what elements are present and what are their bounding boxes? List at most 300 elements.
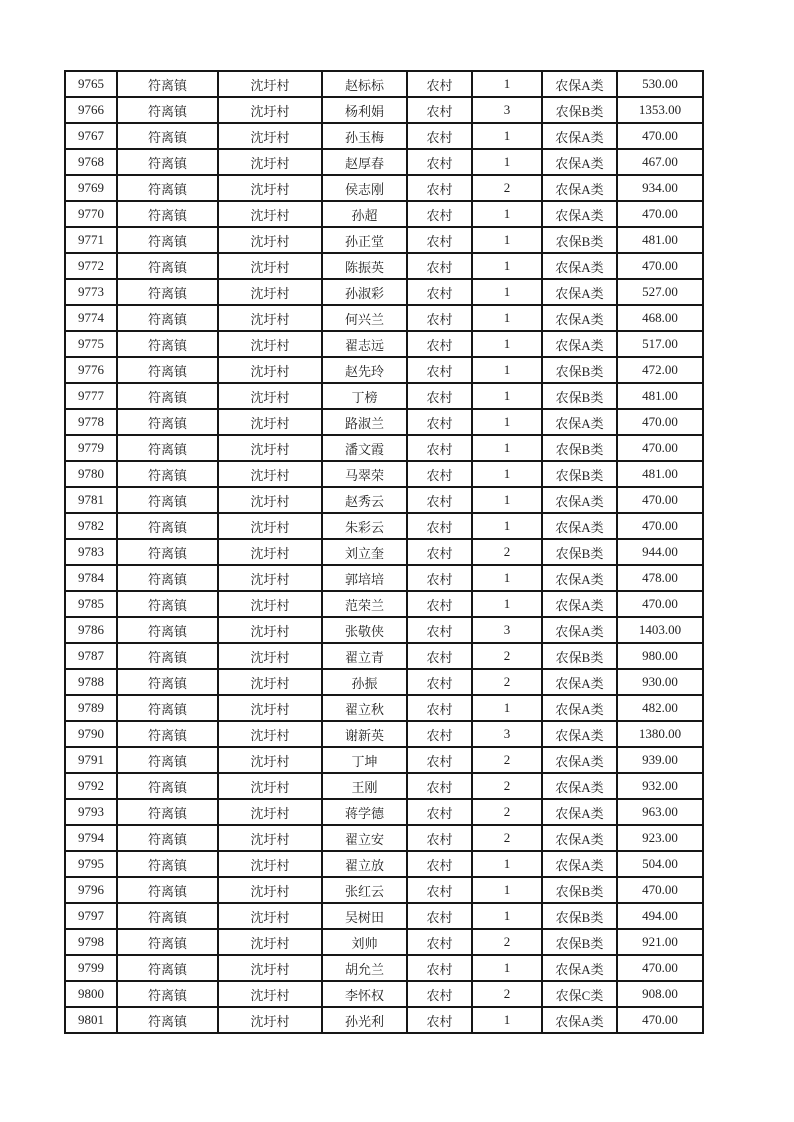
cell-village: 沈圩村 [218,981,322,1007]
cell-amount: 930.00 [617,669,703,695]
cell-amount: 527.00 [617,279,703,305]
cell-village: 沈圩村 [218,487,322,513]
cell-amount: 963.00 [617,799,703,825]
cell-town: 符离镇 [117,591,218,617]
cell-persons: 3 [472,721,542,747]
cell-amount: 481.00 [617,461,703,487]
cell-persons: 1 [472,877,542,903]
cell-village: 沈圩村 [218,97,322,123]
cell-town: 符离镇 [117,669,218,695]
cell-category: 农村 [407,305,472,331]
cell-category: 农村 [407,851,472,877]
cell-town: 符离镇 [117,981,218,1007]
cell-name: 潘文霞 [322,435,407,461]
cell-village: 沈圩村 [218,955,322,981]
cell-town: 符离镇 [117,643,218,669]
cell-village: 沈圩村 [218,279,322,305]
cell-town: 符离镇 [117,877,218,903]
table-row [65,695,703,721]
cell-serial: 9772 [65,253,117,279]
cell-persons: 1 [472,461,542,487]
cell-category: 农村 [407,513,472,539]
cell-amount: 472.00 [617,357,703,383]
cell-insurance-type: 农保A类 [542,617,617,643]
cell-town: 符离镇 [117,955,218,981]
cell-village: 沈圩村 [218,227,322,253]
cell-persons: 1 [472,71,542,97]
cell-insurance-type: 农保A类 [542,565,617,591]
table-row [65,409,703,435]
cell-amount: 470.00 [617,955,703,981]
cell-village: 沈圩村 [218,383,322,409]
cell-serial: 9795 [65,851,117,877]
cell-village: 沈圩村 [218,1007,322,1033]
table-row [65,929,703,955]
cell-insurance-type: 农保A类 [542,591,617,617]
cell-town: 符离镇 [117,487,218,513]
table-row [65,773,703,799]
cell-insurance-type: 农保A类 [542,825,617,851]
cell-amount: 934.00 [617,175,703,201]
cell-village: 沈圩村 [218,461,322,487]
cell-name: 王刚 [322,773,407,799]
cell-village: 沈圩村 [218,435,322,461]
table-row [65,357,703,383]
table-row [65,669,703,695]
cell-persons: 3 [472,97,542,123]
cell-name: 郭培培 [322,565,407,591]
cell-town: 符离镇 [117,409,218,435]
cell-serial: 9783 [65,539,117,565]
cell-name: 陈振英 [322,253,407,279]
cell-persons: 1 [472,591,542,617]
cell-persons: 2 [472,643,542,669]
cell-town: 符离镇 [117,461,218,487]
cell-persons: 2 [472,825,542,851]
cell-amount: 470.00 [617,513,703,539]
cell-name: 赵秀云 [322,487,407,513]
cell-town: 符离镇 [117,227,218,253]
cell-persons: 1 [472,695,542,721]
table-row [65,799,703,825]
cell-serial: 9788 [65,669,117,695]
cell-amount: 470.00 [617,253,703,279]
cell-town: 符离镇 [117,305,218,331]
cell-town: 符离镇 [117,279,218,305]
cell-category: 农村 [407,981,472,1007]
cell-category: 农村 [407,747,472,773]
cell-insurance-type: 农保B类 [542,435,617,461]
cell-town: 符离镇 [117,1007,218,1033]
cell-amount: 494.00 [617,903,703,929]
cell-persons: 2 [472,539,542,565]
cell-category: 农村 [407,71,472,97]
table-row [65,539,703,565]
cell-name: 孙光利 [322,1007,407,1033]
cell-category: 农村 [407,253,472,279]
cell-insurance-type: 农保B类 [542,383,617,409]
cell-village: 沈圩村 [218,331,322,357]
cell-name: 刘帅 [322,929,407,955]
table-row [65,227,703,253]
cell-serial: 9797 [65,903,117,929]
cell-serial: 9773 [65,279,117,305]
cell-insurance-type: 农保B类 [542,903,617,929]
cell-name: 孙超 [322,201,407,227]
cell-serial: 9765 [65,71,117,97]
cell-amount: 482.00 [617,695,703,721]
table-row [65,825,703,851]
cell-name: 马翠荣 [322,461,407,487]
cell-amount: 470.00 [617,123,703,149]
cell-town: 符离镇 [117,201,218,227]
cell-persons: 1 [472,253,542,279]
cell-town: 符离镇 [117,851,218,877]
cell-name: 范荣兰 [322,591,407,617]
cell-insurance-type: 农保A类 [542,851,617,877]
cell-serial: 9775 [65,331,117,357]
cell-insurance-type: 农保A类 [542,1007,617,1033]
cell-category: 农村 [407,461,472,487]
cell-category: 农村 [407,175,472,201]
cell-town: 符离镇 [117,617,218,643]
cell-amount: 1403.00 [617,617,703,643]
table-row [65,383,703,409]
cell-amount: 467.00 [617,149,703,175]
cell-insurance-type: 农保A类 [542,721,617,747]
cell-category: 农村 [407,643,472,669]
cell-serial: 9785 [65,591,117,617]
cell-name: 翟立秋 [322,695,407,721]
cell-persons: 1 [472,331,542,357]
cell-serial: 9778 [65,409,117,435]
cell-name: 赵厚春 [322,149,407,175]
cell-village: 沈圩村 [218,513,322,539]
cell-persons: 2 [472,669,542,695]
cell-category: 农村 [407,955,472,981]
cell-village: 沈圩村 [218,71,322,97]
cell-serial: 9794 [65,825,117,851]
cell-amount: 908.00 [617,981,703,1007]
cell-village: 沈圩村 [218,305,322,331]
cell-serial: 9784 [65,565,117,591]
cell-village: 沈圩村 [218,747,322,773]
cell-amount: 481.00 [617,383,703,409]
cell-persons: 1 [472,279,542,305]
cell-persons: 1 [472,1007,542,1033]
cell-serial: 9789 [65,695,117,721]
cell-amount: 921.00 [617,929,703,955]
cell-amount: 939.00 [617,747,703,773]
cell-persons: 1 [472,435,542,461]
cell-amount: 470.00 [617,435,703,461]
cell-serial: 9796 [65,877,117,903]
cell-persons: 1 [472,513,542,539]
cell-persons: 1 [472,955,542,981]
cell-category: 农村 [407,903,472,929]
cell-name: 谢新英 [322,721,407,747]
cell-insurance-type: 农保A类 [542,669,617,695]
cell-insurance-type: 农保B类 [542,357,617,383]
cell-village: 沈圩村 [218,357,322,383]
table-row [65,123,703,149]
cell-amount: 923.00 [617,825,703,851]
cell-village: 沈圩村 [218,903,322,929]
cell-persons: 2 [472,929,542,955]
cell-name: 孙淑彩 [322,279,407,305]
cell-category: 农村 [407,799,472,825]
roster-table-body [65,71,703,1033]
cell-insurance-type: 农保A类 [542,513,617,539]
cell-town: 符离镇 [117,747,218,773]
cell-amount: 470.00 [617,591,703,617]
cell-name: 丁坤 [322,747,407,773]
cell-amount: 470.00 [617,201,703,227]
cell-category: 农村 [407,487,472,513]
cell-town: 符离镇 [117,383,218,409]
cell-insurance-type: 农保A类 [542,279,617,305]
cell-serial: 9769 [65,175,117,201]
cell-town: 符离镇 [117,929,218,955]
cell-category: 农村 [407,773,472,799]
table-row [65,851,703,877]
cell-persons: 2 [472,773,542,799]
cell-insurance-type: 农保A类 [542,747,617,773]
cell-village: 沈圩村 [218,877,322,903]
table-row [65,279,703,305]
roster-table [64,70,704,1034]
cell-amount: 468.00 [617,305,703,331]
cell-persons: 1 [472,903,542,929]
cell-serial: 9800 [65,981,117,1007]
cell-serial: 9801 [65,1007,117,1033]
cell-village: 沈圩村 [218,669,322,695]
cell-serial: 9799 [65,955,117,981]
cell-name: 蒋学德 [322,799,407,825]
cell-persons: 1 [472,201,542,227]
cell-name: 刘立奎 [322,539,407,565]
cell-village: 沈圩村 [218,929,322,955]
cell-category: 农村 [407,331,472,357]
cell-name: 丁榜 [322,383,407,409]
cell-persons: 2 [472,799,542,825]
cell-insurance-type: 农保A类 [542,201,617,227]
cell-village: 沈圩村 [218,695,322,721]
cell-amount: 470.00 [617,877,703,903]
table-row [65,617,703,643]
cell-serial: 9793 [65,799,117,825]
cell-insurance-type: 农保A类 [542,695,617,721]
cell-insurance-type: 农保A类 [542,253,617,279]
cell-persons: 1 [472,409,542,435]
cell-amount: 1353.00 [617,97,703,123]
cell-village: 沈圩村 [218,201,322,227]
cell-amount: 980.00 [617,643,703,669]
cell-name: 张敬侠 [322,617,407,643]
cell-serial: 9777 [65,383,117,409]
cell-persons: 1 [472,227,542,253]
cell-town: 符离镇 [117,825,218,851]
table-row [65,1007,703,1033]
table-row [65,643,703,669]
cell-name: 吴树田 [322,903,407,929]
cell-category: 农村 [407,877,472,903]
cell-town: 符离镇 [117,331,218,357]
cell-insurance-type: 农保A类 [542,773,617,799]
cell-category: 农村 [407,695,472,721]
cell-amount: 481.00 [617,227,703,253]
cell-category: 农村 [407,617,472,643]
cell-town: 符离镇 [117,175,218,201]
cell-insurance-type: 农保B类 [542,539,617,565]
cell-category: 农村 [407,435,472,461]
cell-village: 沈圩村 [218,721,322,747]
cell-amount: 470.00 [617,1007,703,1033]
cell-village: 沈圩村 [218,175,322,201]
table-row [65,149,703,175]
cell-amount: 932.00 [617,773,703,799]
cell-name: 胡允兰 [322,955,407,981]
cell-category: 农村 [407,669,472,695]
table-row [65,253,703,279]
table-row [65,747,703,773]
cell-insurance-type: 农保B类 [542,643,617,669]
cell-category: 农村 [407,201,472,227]
cell-serial: 9780 [65,461,117,487]
cell-serial: 9774 [65,305,117,331]
cell-category: 农村 [407,565,472,591]
cell-serial: 9768 [65,149,117,175]
cell-town: 符离镇 [117,695,218,721]
cell-category: 农村 [407,149,472,175]
cell-category: 农村 [407,409,472,435]
cell-insurance-type: 农保B类 [542,97,617,123]
cell-village: 沈圩村 [218,825,322,851]
cell-village: 沈圩村 [218,253,322,279]
cell-insurance-type: 农保A类 [542,487,617,513]
cell-insurance-type: 农保A类 [542,175,617,201]
cell-serial: 9779 [65,435,117,461]
cell-persons: 3 [472,617,542,643]
cell-category: 农村 [407,357,472,383]
cell-village: 沈圩村 [218,409,322,435]
cell-town: 符离镇 [117,721,218,747]
table-row [65,591,703,617]
cell-insurance-type: 农保C类 [542,981,617,1007]
cell-name: 朱彩云 [322,513,407,539]
cell-category: 农村 [407,1007,472,1033]
table-row [65,175,703,201]
cell-village: 沈圩村 [218,851,322,877]
table-row [65,435,703,461]
cell-persons: 1 [472,383,542,409]
cell-serial: 9787 [65,643,117,669]
cell-town: 符离镇 [117,799,218,825]
cell-category: 农村 [407,591,472,617]
cell-persons: 1 [472,851,542,877]
cell-town: 符离镇 [117,565,218,591]
cell-village: 沈圩村 [218,617,322,643]
cell-town: 符离镇 [117,357,218,383]
cell-name: 孙玉梅 [322,123,407,149]
cell-name: 翟立青 [322,643,407,669]
cell-name: 赵先玲 [322,357,407,383]
cell-category: 农村 [407,97,472,123]
table-row [65,721,703,747]
cell-amount: 517.00 [617,331,703,357]
cell-village: 沈圩村 [218,149,322,175]
cell-persons: 1 [472,357,542,383]
cell-category: 农村 [407,539,472,565]
cell-town: 符离镇 [117,149,218,175]
cell-name: 翟立放 [322,851,407,877]
table-row [65,981,703,1007]
cell-serial: 9792 [65,773,117,799]
cell-name: 翟立安 [322,825,407,851]
table-row [65,487,703,513]
cell-town: 符离镇 [117,71,218,97]
cell-persons: 1 [472,487,542,513]
table-row [65,461,703,487]
cell-insurance-type: 农保B类 [542,227,617,253]
cell-insurance-type: 农保B类 [542,929,617,955]
cell-town: 符离镇 [117,773,218,799]
cell-amount: 504.00 [617,851,703,877]
table-row [65,71,703,97]
cell-insurance-type: 农保A类 [542,331,617,357]
cell-category: 农村 [407,123,472,149]
cell-category: 农村 [407,279,472,305]
cell-amount: 530.00 [617,71,703,97]
cell-amount: 1380.00 [617,721,703,747]
cell-persons: 1 [472,149,542,175]
cell-serial: 9770 [65,201,117,227]
cell-category: 农村 [407,929,472,955]
cell-serial: 9766 [65,97,117,123]
cell-village: 沈圩村 [218,123,322,149]
table-row [65,305,703,331]
table-row [65,97,703,123]
cell-serial: 9767 [65,123,117,149]
cell-village: 沈圩村 [218,539,322,565]
cell-insurance-type: 农保B类 [542,877,617,903]
table-row [65,201,703,227]
table-row [65,565,703,591]
cell-category: 农村 [407,383,472,409]
cell-amount: 944.00 [617,539,703,565]
cell-town: 符离镇 [117,903,218,929]
cell-insurance-type: 农保A类 [542,305,617,331]
cell-insurance-type: 农保B类 [542,461,617,487]
cell-persons: 1 [472,565,542,591]
cell-village: 沈圩村 [218,643,322,669]
cell-name: 翟志远 [322,331,407,357]
cell-name: 张红云 [322,877,407,903]
cell-serial: 9776 [65,357,117,383]
cell-persons: 2 [472,981,542,1007]
cell-persons: 1 [472,305,542,331]
cell-insurance-type: 农保A类 [542,71,617,97]
cell-insurance-type: 农保A类 [542,409,617,435]
cell-serial: 9786 [65,617,117,643]
cell-category: 农村 [407,227,472,253]
cell-serial: 9771 [65,227,117,253]
cell-name: 侯志刚 [322,175,407,201]
table-row [65,513,703,539]
cell-serial: 9791 [65,747,117,773]
cell-town: 符离镇 [117,253,218,279]
cell-serial: 9798 [65,929,117,955]
